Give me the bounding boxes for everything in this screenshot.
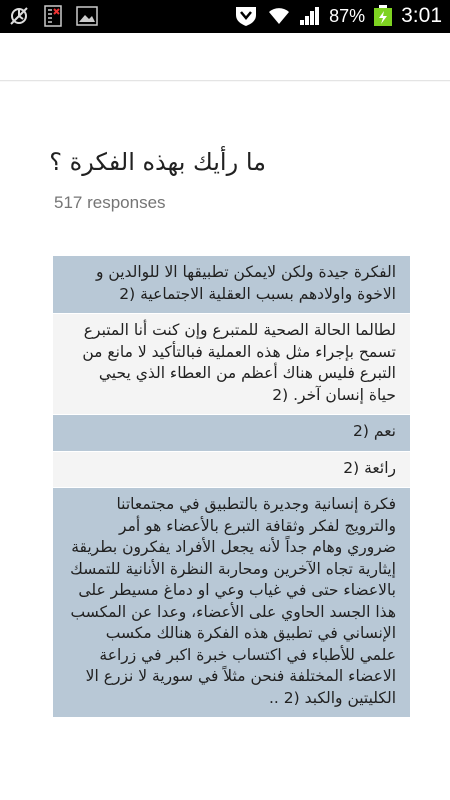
excel-file-icon: [44, 5, 62, 27]
response-count: 517 responses: [54, 193, 166, 212]
clock: 3:01: [401, 4, 442, 27]
app-shield-icon: [233, 5, 259, 27]
battery-icon: [373, 5, 393, 27]
app-toolbar: [0, 33, 450, 81]
response-item: لطالما الحالة الصحية للمتبرع وإن كنت أنا المتبرع تسمح بإجراء مثل هذه العملية فبالتأكيد لا مانع من التبرع فليس هناك أعظم من العطاء الذي يحيي حياة إنسان آخر. (2: [53, 314, 410, 415]
image-icon: [76, 6, 98, 26]
response-item: رائعة (2: [53, 452, 410, 489]
status-bar-notifications: [8, 5, 98, 27]
status-bar: [0, 0, 450, 33]
response-item: نعم (2: [53, 415, 410, 452]
signal-icon: [299, 6, 321, 26]
response-list: [53, 256, 410, 718]
response-item: فكرة إنسانية وجديرة بالتطبيق في مجتمعاتنا والترويج لفكر وثقافة التبرع بالأعضاء هو أمر ضروري وهام جداً لأنه يجعل الأفراد يفكرون بطريقة إيثارية تجاه الآخرين ومحاربة النظرة الأنانية للتمسك بالاعضاء حتى في غياب وعي او دماغ مسيطر على هذا الجسد الحاوي على الأعضاء، وعدا عن المكسب الإنساني في تطبيق هذه الفكرة هنالك مكسب علمي للأطباء في اكتساب خبرة اكبر في زراعة الاعضاء المختلفة فنحن مثلاً في سورية لا نزرع الا الكليتين والكبد (2 ..: [53, 488, 410, 718]
wifi-icon: [267, 6, 291, 26]
status-bar-system: [233, 4, 442, 28]
battery-percent: 87%: [329, 5, 366, 26]
question-title: ما رأيك بهذه الفكرة ؟: [49, 148, 266, 176]
response-item: الفكرة جيدة ولكن لايمكن تطبيقها الا للوالدين و الاخوة واولادهم بسبب العقلية الاجتماعية (2: [53, 256, 410, 314]
location-off-icon: [8, 5, 30, 27]
